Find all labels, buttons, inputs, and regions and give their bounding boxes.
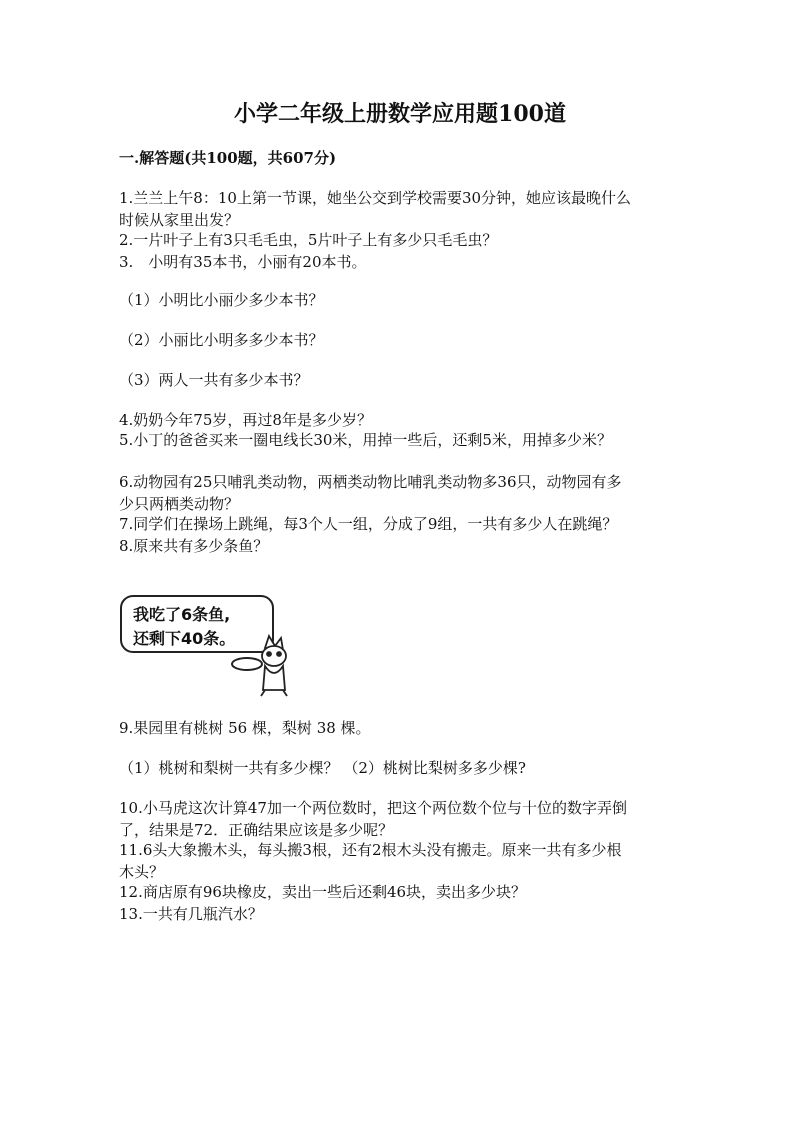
question-line: （1）小明比小丽少多少本书？ xyxy=(119,291,324,309)
section-heading: 一.解答题(共100题，共607分) xyxy=(119,149,337,167)
question-line: （2）小丽比小明多多少本书？ xyxy=(119,331,324,349)
question-line: 2.一片叶子上有3只毛毛虫，5片叶子上有多少只毛毛虫？ xyxy=(119,231,498,249)
question-line: 5.小丁的爸爸买来一圈电线长30米，用掉一些后，还剩5米，用掉多少米？ xyxy=(119,431,612,449)
question-line: 12.商店原有96块橡皮，卖出一些后还剩46块，卖出多少块？ xyxy=(119,883,527,901)
question-line: 时候从家里出发？ xyxy=(119,211,240,229)
page-title: 小学二年级上册数学应用题100道 xyxy=(234,101,566,127)
question-line: 7.同学们在操场上跳绳，每3个人一组，分成了9组，一共有多少人在跳绳？ xyxy=(119,515,618,533)
question-line: 10.小马虎这次计算47加一个两位数时，把这个两位数个位与十位的数字弄倒 xyxy=(119,799,627,817)
question-line: 13.一共有几瓶汽水？ xyxy=(119,905,263,923)
question-line: 了，结果是72．正确结果应该是多少呢？ xyxy=(119,821,394,839)
bubble-text-line1: 我吃了6条鱼, xyxy=(133,605,231,624)
question-line: 少只两栖类动物？ xyxy=(119,495,240,513)
question-line: （1）桃树和梨树一共有多少棵？ （2）桃树比梨树多多少棵? xyxy=(119,759,526,777)
question-line: 11.6头大象搬木头，每头搬3根，还有2根木头没有搬走。原来一共有多少根 xyxy=(119,841,622,859)
question-line: 3. 小明有35本书，小丽有20本书。 xyxy=(119,253,367,271)
question-line: （3）两人一共有多少本书？ xyxy=(119,371,309,389)
question-line: 8.原来共有多少条鱼？ xyxy=(119,537,269,555)
question-line: 6.动物园有25只哺乳类动物，两栖类动物比哺乳类动物多36只，动物园有多 xyxy=(119,473,622,491)
question-line: 木头？ xyxy=(119,863,165,881)
question-line: 4.奶奶今年75岁，再过8年是多少岁？ xyxy=(119,411,372,429)
fish-figure xyxy=(119,590,289,700)
question-line: 9.果园里有桃树 56 棵，梨树 38 棵。 xyxy=(119,719,371,737)
bubble-text-line2: 还剩下40条。 xyxy=(133,629,236,648)
question-line: 1.兰兰上午8：10上第一节课，她坐公交到学校需要30分钟，她应该最晚什么 xyxy=(119,189,632,207)
